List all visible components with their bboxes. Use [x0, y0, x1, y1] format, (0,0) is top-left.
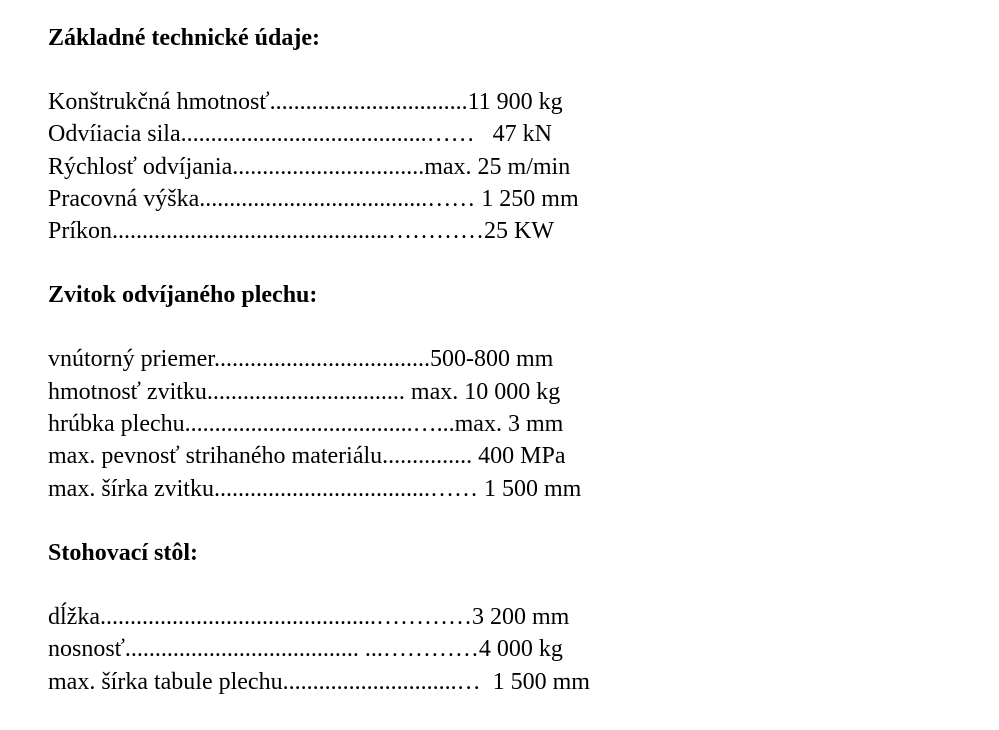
- section-stacking-table: [48, 537, 948, 698]
- document-page: [48, 22, 948, 730]
- spec-row: max. pevnosť strihaného materiálu............... 400 MPa: [48, 443, 566, 470]
- spec-row: vnútorný priemer....................................500-800 mm: [48, 346, 554, 373]
- spec-list: [48, 601, 948, 698]
- spec-row: Pracovná výška......................................…… 1 250 mm: [48, 185, 579, 212]
- section-heading: Stohovací stôl:: [48, 539, 198, 566]
- section-coil: [48, 279, 948, 504]
- spec-row: max. šírka tabule plechu.............................… 1 500 mm: [48, 668, 590, 695]
- spec-row: hrúbka plechu......................................…...max. 3 mm: [48, 411, 564, 438]
- spec-list: [48, 343, 948, 504]
- section-basic-technical-data: [48, 22, 948, 247]
- spec-row: Rýchlosť odvíjania................................max. 25 m/min: [48, 153, 571, 180]
- spec-row: hmotnosť zvitku................................. max. 10 000 kg: [48, 378, 561, 405]
- spec-list: [48, 86, 948, 247]
- spec-row: dĺžka..............................................…………3 200 mm: [48, 603, 570, 630]
- spec-row: Odvíiacia sila.........................................…… 47 kN: [48, 121, 552, 148]
- section-heading: Zvitok odvíjaného plechu:: [48, 282, 318, 309]
- spec-row: Konštrukčná hmotnosť.................................11 900 kg: [48, 89, 563, 115]
- spec-row: max. šírka zvitku....................................…… 1 500 mm: [48, 475, 582, 502]
- section-heading: Základné technické údaje:: [48, 25, 321, 51]
- spec-row: nosnosť....................................... ...…………4 000 kg: [48, 636, 563, 663]
- spec-row: Príkon..............................................…………25 KW: [48, 218, 554, 245]
